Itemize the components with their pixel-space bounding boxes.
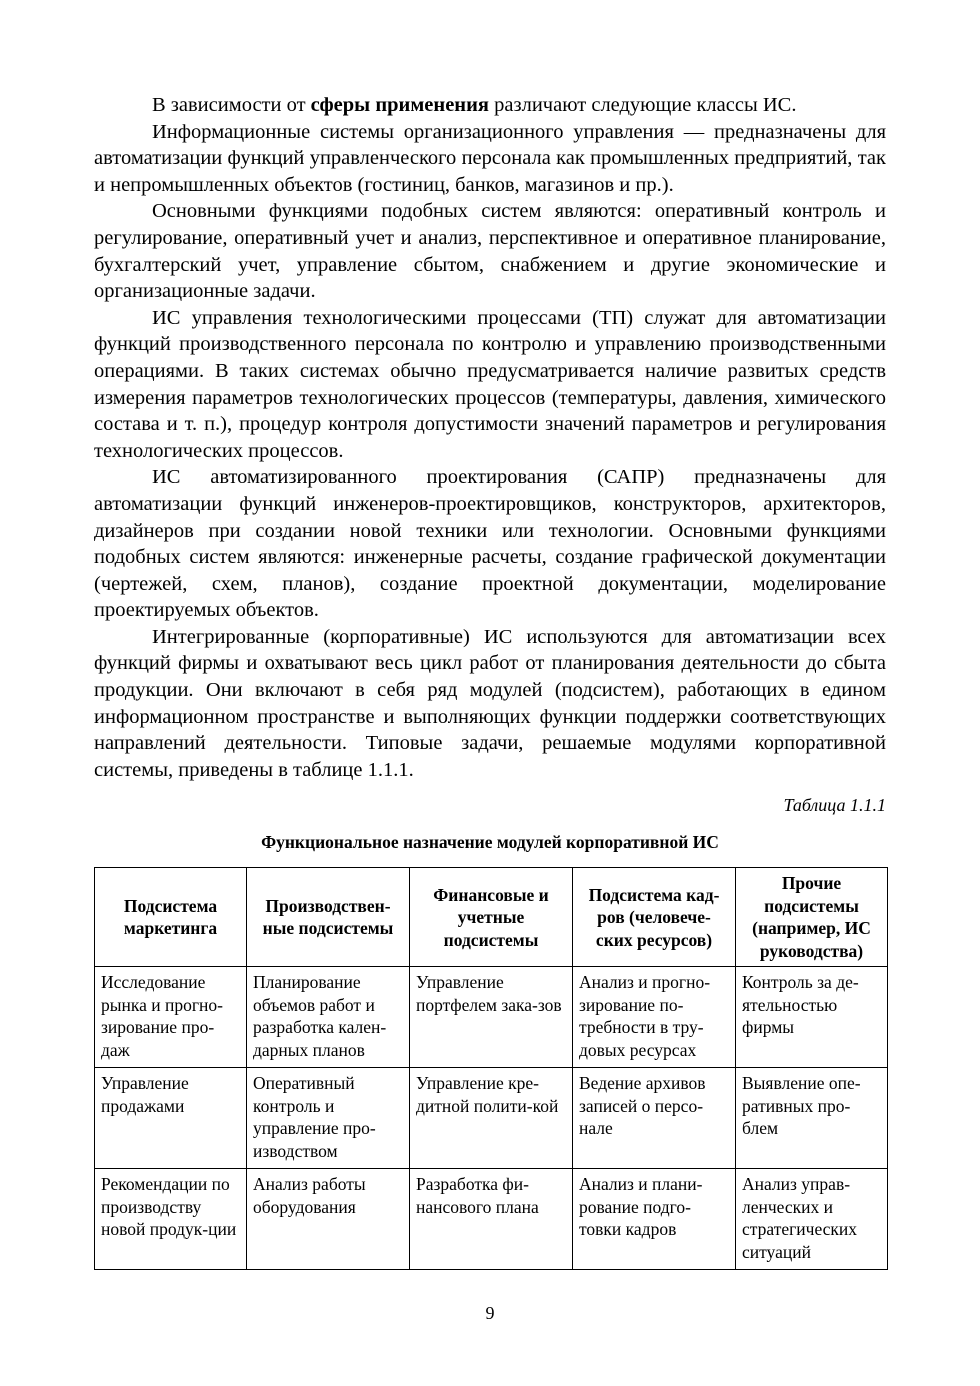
table-cell: Анализ и прогно-зирование по-требности в тру-довых ресурсах bbox=[573, 967, 736, 1068]
modules-table bbox=[94, 867, 888, 1270]
table-cell: Оперативный контроль и управление про-изводством bbox=[247, 1068, 410, 1169]
table-cell: Управление кре-дитной полити-кой bbox=[410, 1068, 573, 1169]
table-row bbox=[95, 1169, 888, 1270]
table-cell: Выявление опе-ративных про-блем bbox=[736, 1068, 888, 1169]
table-title: Функциональное назначение модулей корпоративной ИС bbox=[261, 832, 719, 853]
table-cell: Исследование рынка и прогно-зирование про-даж bbox=[95, 967, 247, 1068]
paragraph-cad-systems: ИС автоматизированного проектирования (САПР) предназначены для автоматизации функций инженеров-проектировщиков, конструкторов, архитекторов, дизайнеров при создании новой техники или технологии. Основными функциями подобных систем являются: инженерные расчеты, создание графической документации (чертежей, схем, планов), создание проектной документации, моделирование проектируемых объектов. bbox=[94, 466, 886, 622]
table-cell: Рекомендации по производству новой продук-ции bbox=[95, 1169, 247, 1270]
table-cell: Анализ и плани-рование подго-товки кадров bbox=[573, 1169, 736, 1270]
column-header: Подсистема кад-ров (человече-ских ресурсов) bbox=[573, 868, 736, 967]
table-header-row bbox=[95, 868, 888, 967]
paragraph-process-control: ИС управления технологическими процессами (ТП) служат для автоматизации функций производственного персонала по контролю и управлению производственными операциями. В таких системах обычно предусматривается наличие развитых средств измерения параметров технологических процессов (температуры, давления, химического состава и т. п.), процедур контроля допустимости значений параметров и регулирования технологических процессов. bbox=[94, 306, 886, 462]
table-row bbox=[95, 967, 888, 1068]
paragraph-main-functions: Основными функциями подобных систем являются: оперативный контроль и регулирование, оперативный учет и анализ, перспективное и оперативное планирование, бухгалтерский учет, управление сбытом, снабжением и другие экономические и организационные задачи. bbox=[94, 200, 886, 303]
table-cell: Ведение архивов записей о персо-нале bbox=[573, 1068, 736, 1169]
table-cell: Анализ работы оборудования bbox=[247, 1169, 410, 1270]
page-number: 9 bbox=[485, 1303, 495, 1323]
paragraph-classes-intro bbox=[94, 92, 886, 119]
table-cell: Управление продажами bbox=[95, 1068, 247, 1169]
table-cell: Анализ управ-ленческих и стратегических ситуаций bbox=[736, 1169, 888, 1270]
column-header: Производствен-ные подсистемы bbox=[247, 868, 410, 967]
column-header: Прочие подсистемы (например, ИС руководства) bbox=[736, 868, 888, 967]
column-header: Финансовые и учетные подсистемы bbox=[410, 868, 573, 967]
paragraph-integrated-systems: Интегрированные (корпоративные) ИС используются для автоматизации всех функций фирмы и охватывают весь цикл работ от планирования деятельности до сбыта продукции. Они включают в себя ряд модулей (подсистем), работающих в едином информационном пространстве и выполняющих функции поддержки соответствующих направлений деятельности. Типовые задачи, решаемые модулями корпоративной системы, приведены в таблице 1.1.1. bbox=[94, 625, 886, 781]
bold-term: сферы применения bbox=[310, 94, 490, 116]
table-caption: Таблица 1.1.1 bbox=[783, 795, 886, 816]
column-header: Подсистема маркетинга bbox=[95, 868, 247, 967]
table-cell: Контроль за де-ятельностью фирмы bbox=[736, 967, 888, 1068]
table-row bbox=[95, 1068, 888, 1169]
table-cell: Управление портфелем зака-зов bbox=[410, 967, 573, 1068]
paragraph-text: В зависимости от bbox=[152, 94, 311, 116]
table-cell: Планирование объемов работ и разработка кален-дарных планов bbox=[247, 967, 410, 1068]
table-cell: Разработка фи-нансового плана bbox=[410, 1169, 573, 1270]
document-page bbox=[94, 92, 886, 1270]
paragraph-org-management: Информационные системы организационного управления — предназначены для автоматизации функций управленческого персонала как промышленных предприятий, так и непромышленных объектов (гостиниц, банков, магазинов и пр.). bbox=[94, 120, 886, 196]
paragraph-text: различают следующие классы ИС. bbox=[489, 94, 797, 116]
